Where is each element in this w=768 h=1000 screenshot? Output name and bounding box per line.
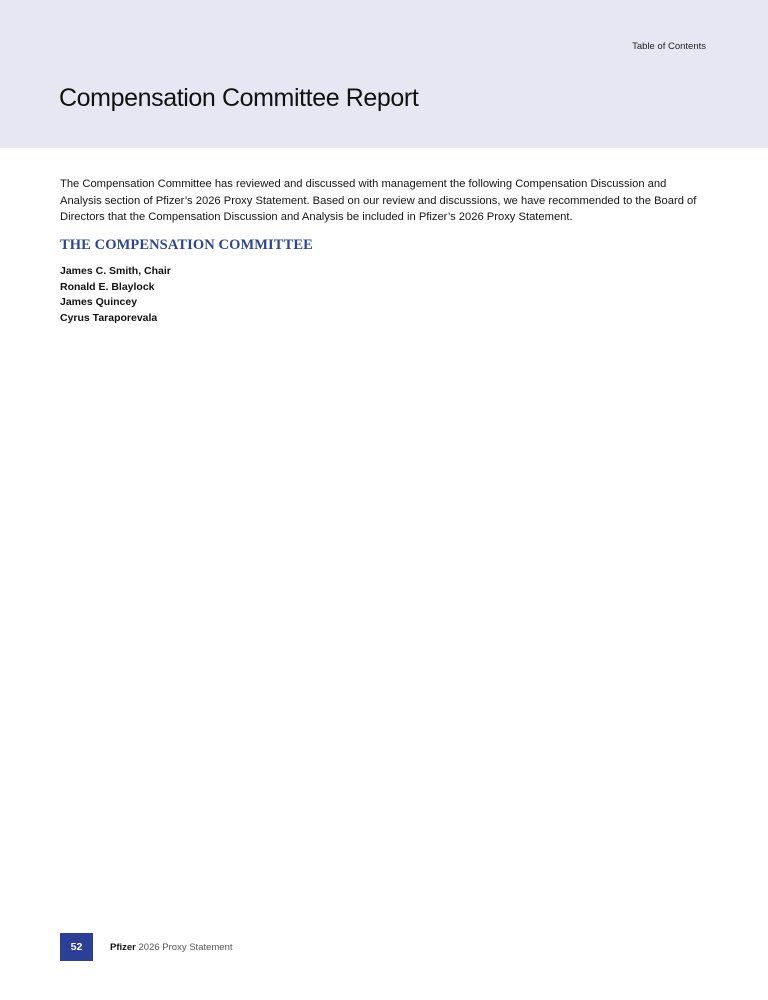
page-number-badge: 52: [60, 933, 93, 961]
header-band: [0, 0, 768, 148]
footer-brand: Pfizer: [110, 942, 136, 953]
committee-member: James C. Smith, Chair: [60, 265, 171, 277]
footer-doc-title: 2026 Proxy Statement: [138, 942, 233, 953]
committee-member: Cyrus Taraporevala: [60, 311, 158, 324]
table-of-contents-link[interactable]: Table of Contents: [632, 41, 706, 52]
committee-member: Ronald E. Blaylock: [60, 280, 155, 293]
footer-text: [110, 942, 233, 953]
committee-member: James Quincey: [60, 296, 138, 308]
intro-paragraph: The Compensation Committee has reviewed and discussed with management the following Compensation Discussion and Analysis section of Pfizer’s 2026 Proxy Statement. Based on our review and discussions, we have recommended to the Board of Directors that the Compensation Discussion and Analysis be included in Pfizer’s 2026 Proxy Statement.: [60, 178, 697, 223]
page-title: Compensation Committee Report: [59, 84, 419, 112]
committee-heading: THE COMPENSATION COMMITTEE: [60, 237, 313, 253]
committee-members-list: [60, 264, 171, 326]
